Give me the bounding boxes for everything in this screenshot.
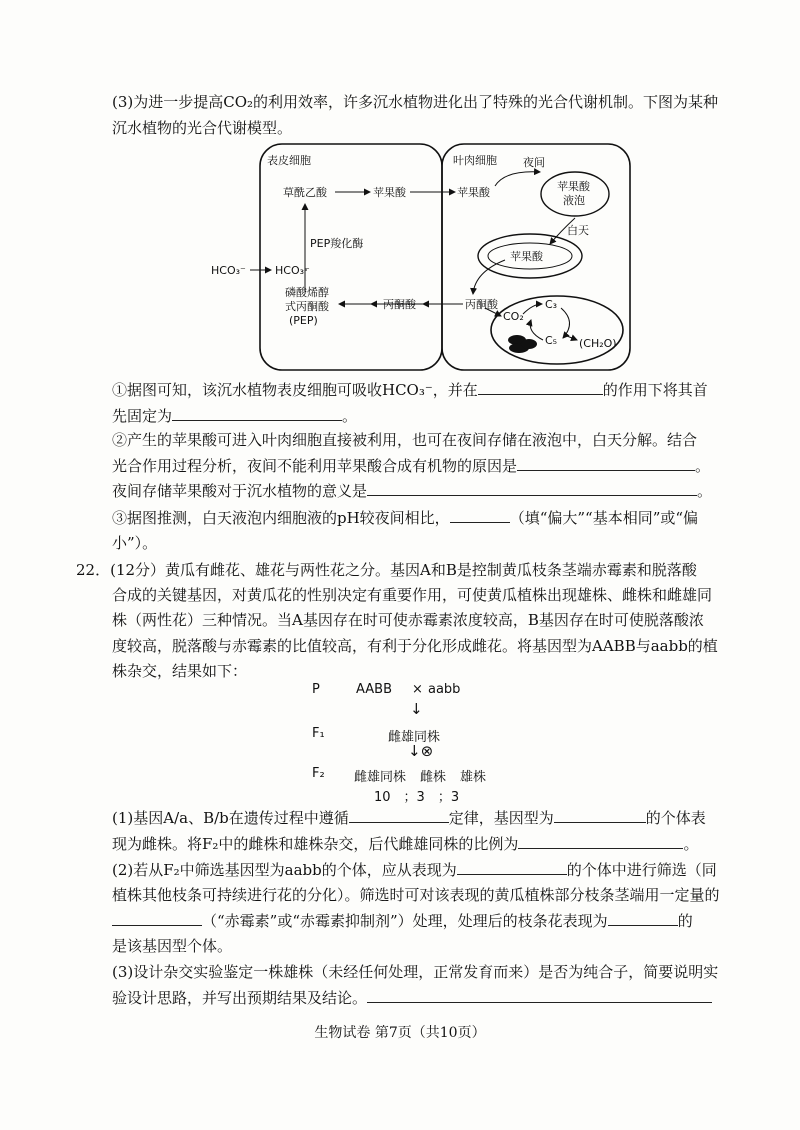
epidermal-cell-label: 表皮细胞	[267, 154, 311, 167]
q3-intro-line2: 沉水植物的光合代谢模型。	[112, 119, 293, 137]
malate-chloroplast-label: 苹果酸	[510, 250, 543, 263]
cross-f1-label: F₁	[312, 726, 325, 741]
cross-p-label: P	[312, 682, 320, 697]
cross-f2-label: F₂	[312, 766, 325, 781]
answer-blank[interactable]	[518, 834, 683, 849]
q22-s2-line1: (2)若从F₂中筛选基因型为aabb的个体，应从表现为 的个体中进行筛选（同	[112, 861, 717, 879]
answer-blank[interactable]	[112, 911, 202, 926]
answer-blank[interactable]	[554, 808, 646, 823]
q3-sub2-line3: 夜间存储苹果酸对于沉水植物的意义是 。	[112, 482, 713, 500]
answer-blank[interactable]	[478, 380, 603, 395]
q22-s1-line1: (1)基因A/a、B/b在遗传过程中遵循 定律，基因型为 的个体表	[112, 809, 706, 827]
q3-sub3-line2: 小”）。	[112, 534, 158, 552]
answer-blank[interactable]	[450, 508, 510, 523]
cross-parent2: aabb	[428, 682, 461, 697]
q22-s3-line2: 验设计思路，并写出预期结果及结论。	[112, 988, 712, 1008]
q3-sub2-line1: ②产生的苹果酸可进入叶肉细胞直接被利用，也可在夜间存储在液泡中，白天分解。结合	[112, 431, 698, 449]
cross-parent1: AABB	[356, 682, 392, 697]
q22-s2-line2: 植株其他枝条可持续进行花的分化）。筛选时可对该表现的黄瓜植株部分枝条茎端用一定量的	[112, 886, 720, 904]
c5-label: C₅	[545, 334, 558, 347]
grana-3	[521, 339, 537, 349]
co2-label: CO₂	[503, 310, 524, 323]
cross-f2-ratio: 10 ；3 ；3	[374, 790, 460, 805]
photosynthesis-diagram	[205, 142, 635, 374]
answer-blank[interactable]	[367, 988, 712, 1003]
q22-s2-line4: 是该基因型个体。	[112, 937, 233, 955]
page-footer: 生物试卷 第7页（共10页）	[314, 1025, 486, 1041]
q3-sub1-line2: 先固定为 。	[112, 407, 358, 425]
answer-blank[interactable]	[517, 456, 695, 471]
pep-label-3: (PEP)	[289, 314, 318, 327]
cross-f2-pheno3: 雄株	[460, 770, 487, 785]
q3-intro-line1: (3)为进一步提高CO₂的利用效率，许多沉水植物进化出了特殊的光合代谢机制。下图为某种	[112, 93, 719, 111]
cross-f2-pheno1: 雌雄同株	[354, 770, 407, 785]
night-label: 夜间	[523, 156, 545, 169]
epidermal-cell-box	[260, 144, 442, 370]
q3-sub2-line2: 光合作用过程分析，夜间不能利用苹果酸合成有机物的原因是 。	[112, 457, 711, 475]
malate-vacuole-label-2: 液泡	[563, 194, 585, 207]
malate-epi-label: 苹果酸	[373, 186, 406, 199]
cross-symbol: ×	[412, 682, 423, 697]
q22-s3-line1: (3)设计杂交实验鉴定一株雄株（未经任何处理，正常发育而来）是否为纯合子，简要说明实	[112, 963, 719, 981]
pyruvate-epi-label: 丙酮酸	[383, 298, 416, 311]
cross-arrow1: ↓	[410, 700, 423, 718]
answer-blank[interactable]	[608, 911, 678, 926]
q3-sub3-line1: ③据图推测，白天液泡内细胞液的pH较夜间相比， （填“偏大”“基本相同”或“偏	[112, 509, 699, 527]
answer-blank[interactable]	[457, 860, 567, 875]
malate-mesophyll-label: 苹果酸	[457, 186, 490, 199]
q22-line3: 株（两性花）三种情况。当A基因存在时可使赤霉素浓度较高，B基因存在时可使脱落酸浓	[112, 611, 704, 629]
c3-label: C₃	[545, 298, 558, 311]
cross-f1-pheno: 雌雄同株	[388, 730, 441, 745]
hco3-outside-label: HCO₃⁻	[211, 264, 246, 277]
pyruvate-meso-label: 丙酮酸	[465, 298, 498, 311]
hco3-inside-label: HCO₃⁻	[275, 264, 310, 277]
q22-line1: 22．(12分）黄瓜有雌花、雄花与两性花之分。基因A和B是控制黄瓜枝条茎端赤霉素和脱落酸	[76, 561, 697, 579]
ch2o-label: (CH₂O)	[579, 337, 617, 350]
day-label: 白天	[567, 224, 589, 237]
answer-blank[interactable]	[367, 481, 697, 496]
answer-blank[interactable]	[172, 406, 342, 421]
q22-s2-line3: （“赤霉素”或“赤霉素抑制剂”）处理，处理后的枝条花表现为 的	[112, 911, 693, 931]
q22-line5: 株杂交，结果如下：	[112, 662, 248, 680]
q22-line4: 度较高，脱落酸与赤霉素的比值较高，有利于分化形成雌花。将基因型为AABB与aabb的植	[112, 637, 718, 655]
cross-arrow2: ↓⊗	[408, 742, 434, 760]
mesophyll-cell-label: 叶肉细胞	[453, 154, 497, 167]
oaa-label: 草酰乙酸	[283, 186, 327, 199]
malate-vacuole-label-1: 苹果酸	[557, 180, 590, 193]
q22-s1-line2: 现为雌株。将F₂中的雌株和雄株杂交，后代雌雄同株的比例为 。	[112, 835, 699, 853]
pep-label-1: 磷酸烯醇	[285, 286, 329, 299]
q3-sub1-line1: ①据图可知，该沉水植物表皮细胞可吸收HCO₃⁻，并在 的作用下将其首	[112, 381, 708, 399]
q22-line2: 合成的关键基因，对黄瓜花的性别决定有重要作用，可使黄瓜植株出现雄株、雌株和雌雄同	[112, 586, 713, 604]
pep-enzyme-label: PEP羧化酶	[310, 237, 364, 250]
answer-blank[interactable]	[349, 808, 449, 823]
cross-f2-pheno2: 雌株	[420, 770, 447, 785]
pep-label-2: 式丙酮酸	[285, 300, 329, 313]
